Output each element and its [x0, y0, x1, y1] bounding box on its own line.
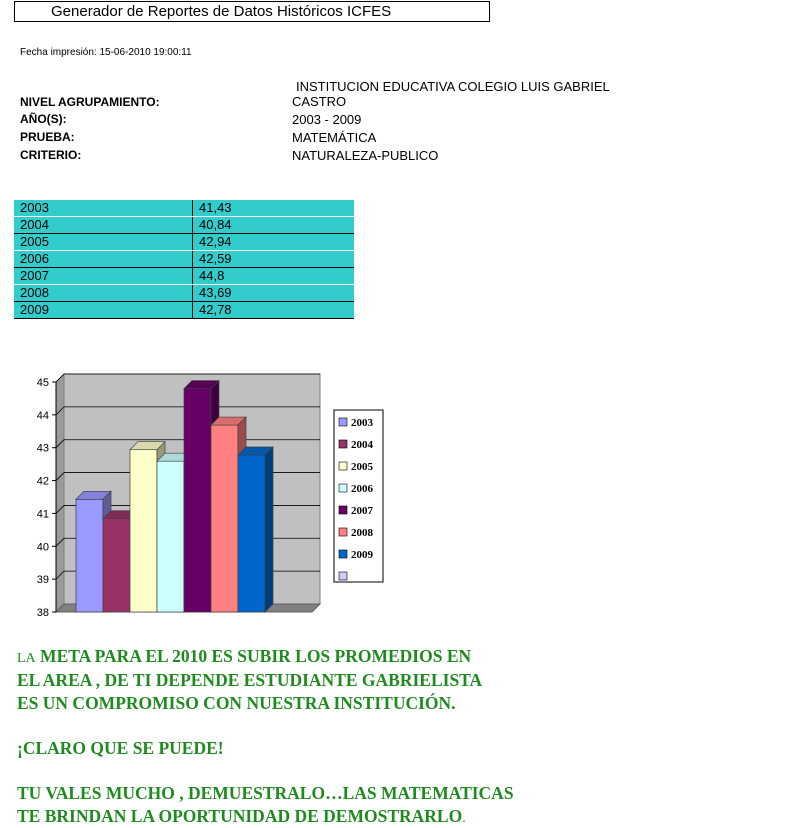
bar-2007 — [184, 389, 211, 612]
bar-2003 — [76, 499, 103, 612]
meta-label-anos: AÑO(S): — [20, 112, 67, 126]
table-value: 40,84 — [193, 217, 355, 234]
closing-message-line-1: TU VALES MUCHO , DEMUESTRALO…LAS MATEMATICAS — [17, 783, 514, 803]
y-tick-label: 38 — [36, 607, 49, 619]
table-value: 42,59 — [193, 251, 355, 268]
legend-swatch — [339, 572, 347, 580]
table-row — [14, 285, 354, 302]
goal-message-prefix: LA — [17, 651, 36, 666]
meta-value-criterio: NATURALEZA-PUBLICO — [292, 148, 439, 163]
bar-2004 — [103, 519, 130, 612]
closing-message-text: TE BRINDAN LA OPORTUNIDAD DE DEMOSTRARLO — [17, 806, 463, 826]
legend-swatch — [339, 550, 347, 558]
meta-value-prueba: MATEMÁTICA — [292, 130, 377, 145]
meta-value-anos: 2003 - 2009 — [292, 112, 362, 127]
table-row — [14, 251, 354, 268]
legend-swatch — [339, 528, 347, 536]
goal-message-line-3: ES UN COMPROMISO CON NUESTRA INSTITUCIÓN. — [17, 693, 456, 713]
y-tick-label: 43 — [36, 442, 49, 455]
legend-swatch — [339, 506, 347, 514]
encouragement-line: ¡CLARO QUE SE PUEDE! — [17, 738, 224, 758]
closing-message-line-2 — [17, 806, 466, 827]
legend-label: 2009 — [351, 549, 373, 561]
report-title: Generador de Reportes de Datos Históricos ICFES — [14, 1, 490, 22]
table-value: 41,43 — [193, 200, 355, 217]
table-year: 2005 — [14, 234, 193, 251]
chart-side-wall — [56, 374, 64, 612]
table-year: 2008 — [14, 285, 193, 302]
table-row — [14, 200, 354, 217]
table-year: 2004 — [14, 217, 193, 234]
bar-2005 — [130, 450, 157, 612]
legend-label: 2007 — [351, 505, 373, 517]
institution-name: INSTITUCION EDUCATIVA COLEGIO LUIS GABRIEL — [296, 79, 610, 94]
legend-swatch — [339, 440, 347, 448]
bar-side-2009 — [265, 447, 273, 612]
legend-label: 2005 — [351, 461, 373, 473]
table-year: 2003 — [14, 200, 193, 217]
bar-2006 — [157, 461, 184, 612]
legend-label: 2006 — [351, 483, 373, 495]
legend-swatch — [339, 462, 347, 470]
table-row — [14, 302, 354, 319]
meta-label-nivel: NIVEL AGRUPAMIENTO: — [20, 95, 160, 109]
table-year: 2009 — [14, 302, 193, 319]
table-year: 2007 — [14, 268, 193, 285]
results-table — [14, 200, 354, 319]
goal-message-line-1 — [17, 646, 471, 667]
table-year: 2006 — [14, 251, 193, 268]
meta-label-prueba: PRUEBA: — [20, 130, 75, 144]
legend-label: 2003 — [351, 417, 373, 429]
table-row — [14, 268, 354, 285]
table-row — [14, 234, 354, 251]
table-value: 42,78 — [193, 302, 355, 319]
closing-message-period: . — [462, 811, 466, 826]
bar-2009 — [238, 455, 265, 612]
y-tick-label: 40 — [36, 541, 49, 554]
meta-label-criterio: CRITERIO: — [20, 148, 82, 162]
y-tick-label: 45 — [36, 377, 49, 389]
goal-message-rest: META PARA EL 2010 ES SUBIR LOS PROMEDIOS EN — [35, 646, 472, 666]
bar-2008 — [211, 425, 238, 612]
meta-value-nivel: CASTRO — [292, 94, 347, 109]
y-tick-label: 39 — [36, 574, 49, 587]
y-tick-label: 42 — [36, 475, 49, 488]
legend-swatch — [339, 418, 347, 426]
table-value: 43,69 — [193, 285, 355, 302]
goal-message-line-2: EL AREA , DE TI DEPENDE ESTUDIANTE GABRIELISTA — [17, 670, 483, 690]
print-date: Fecha impresión: 15-06-2010 19:00:11 — [20, 47, 192, 58]
table-row — [14, 217, 354, 234]
legend-label: 2004 — [351, 439, 373, 451]
legend-label: 2008 — [351, 527, 373, 539]
table-value: 44,8 — [193, 268, 355, 285]
y-tick-label: 44 — [36, 409, 49, 422]
bar-chart — [28, 370, 398, 620]
table-value: 42,94 — [193, 234, 355, 251]
y-tick-label: 41 — [36, 508, 49, 521]
legend-swatch — [339, 484, 347, 492]
